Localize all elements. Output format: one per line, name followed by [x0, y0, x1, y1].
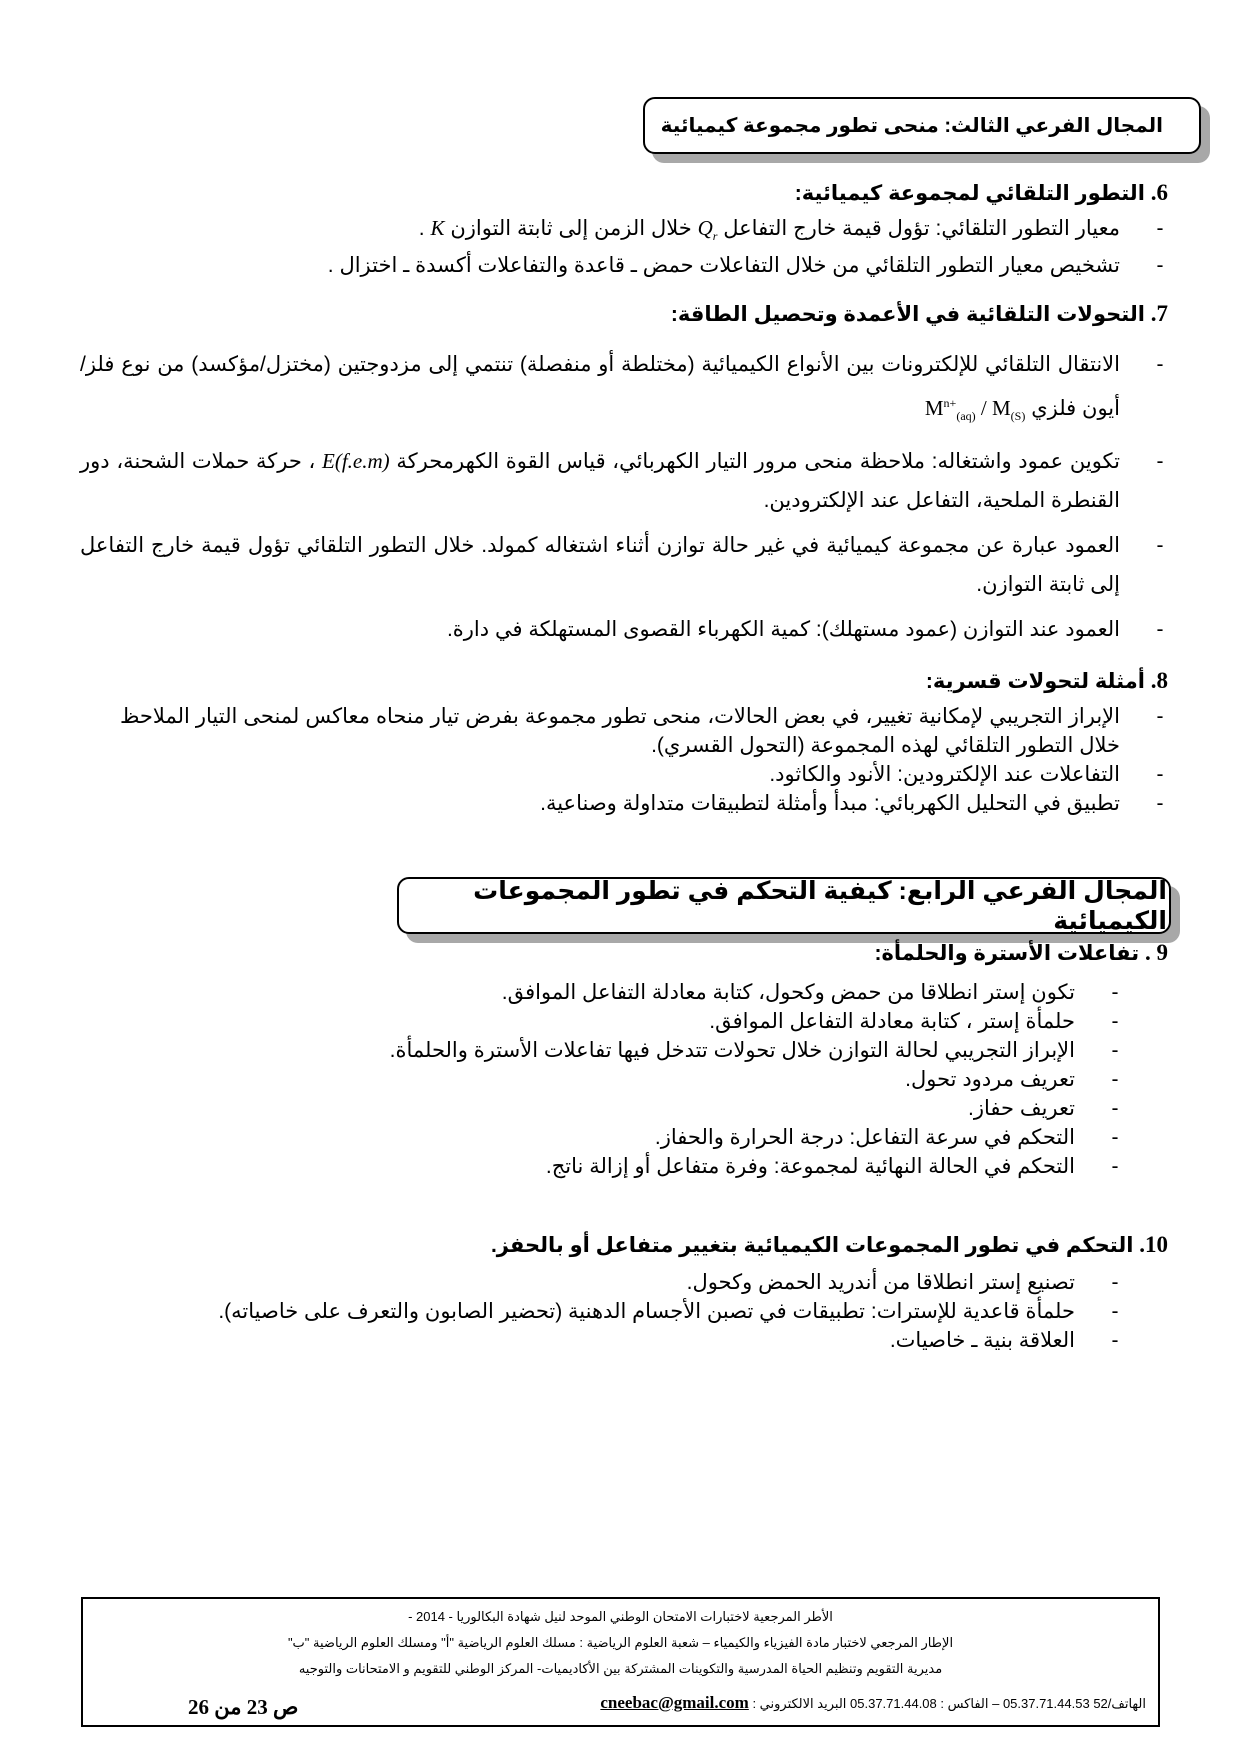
section-7-title: [671, 301, 1168, 327]
footer-line-1: الأطر المرجعية لاختبارات الامتحان الوطني الموحد لنيل شهادة البكالوريا - 2014 -: [408, 1609, 833, 1624]
list-item: - الإبراز التجريبي لإمكانية تغيير، في بعض الحالات، منحى تطور مجموعة بفرض تيار منحاه معاكس لمنحى التيار الملاحظ خلال التطور التلقائي لهذه المجموعة (التحول القسري).: [120, 705, 1164, 757]
qr-symbol: $Q_r$: [697, 216, 718, 244]
list-item: - التفاعلات عند الإلكترودين: الأنود والكاثود.: [769, 763, 1164, 786]
section-heading-text: التحولات التلقائية في الأعمدة وتحصيل الطاقة:: [670, 303, 1145, 326]
list-item: - حلمأة إستر ، كتابة معادلة التفاعل الموافق.: [709, 1010, 1119, 1033]
section-10-list: [75, 1268, 1119, 1355]
list-item: - تكوين عمود واشتغاله: ملاحظة منحى مرور التيار الكهربائي، قياس القوة الكهرمحركة E(f.e.m) ، حركة حملات الشحنة، دور القنطرة الملحية، التفاعل عند الإلكترودين.: [80, 449, 1164, 513]
section-number: 8.: [1150, 668, 1168, 693]
list-item: - التحكم في سرعة التفاعل: درجة الحرارة والحفاز.: [654, 1126, 1119, 1149]
list-item: - حلمأة قاعدية للإسترات: تطبيقات في تصبن الأجسام الدهنية (تحضير الصابون والتعرف على خاصياته).: [218, 1300, 1119, 1323]
footer-email[interactable]: cneebac@gmail.com: [600, 1693, 749, 1712]
metal-couple-formula: $M^{n+}_{(aq)} / M_{(S)}$: [924, 396, 1026, 424]
section-heading-text: التطور التلقائي لمجموعة كيميائية:: [794, 182, 1145, 205]
domain-3-title: المجال الفرعي الثالث: منحى تطور مجموعة كيميائية: [660, 115, 1163, 137]
list-item: - العمود عند التوازن (عمود مستهلك): كمية الكهرباء القصوى المستهلكة في دارة.: [446, 618, 1164, 642]
section-6-title: [795, 180, 1168, 206]
emf-symbol: E(f.e.m): [322, 449, 390, 474]
domain-3-heading: [643, 97, 1201, 154]
list-item: - تشخيص معيار التطور التلقائي من خلال التفاعلات حمض ـ قاعدة والتفاعلات أكسدة ـ اختزال .: [327, 254, 1164, 278]
footer-contact: الهاتف/52 05.37.71.44.53 – الفاكس : 05.37.71.44.08 البريد الالكتروني : cneebac@gmail.com: [600, 1693, 1146, 1712]
section-number: 7.: [1150, 301, 1168, 326]
page-footer: [81, 1597, 1160, 1727]
list-item: - تعريف حفاز.: [968, 1097, 1119, 1120]
section-number: 9 .: [1145, 940, 1168, 965]
list-item: - الانتقال التلقائي للإلكترونات بين الأنواع الكيميائية (مختلطة أو منفصلة) تنتمي إلى مزدوجتين (مختزل/مؤكسد) من نوع فلز/أيون فلزي $M^{n+}_{(aq)} / M_{(S)}$: [80, 353, 1164, 424]
domain-4-title: المجال الفرعي الرابع: كيفية التحكم في تطور المجموعات الكيميائية: [473, 876, 1167, 935]
list-item: - تصنيع إستر انطلاقا من أندريد الحمض وكحول.: [686, 1271, 1119, 1294]
section-8-list: [120, 702, 1164, 818]
section-heading-text: تفاعلات الأسترة والحلمأة:: [874, 942, 1140, 965]
section-10-title: [491, 1232, 1168, 1258]
section-7-list: [80, 345, 1164, 655]
list-item: - الإبراز التجريبي لحالة التوازن خلال تحولات تتدخل فيها تفاعلات الأسترة والحلمأة.: [389, 1039, 1119, 1062]
domain-4-heading: [397, 877, 1171, 934]
list-item: - العلاقة بنية ـ خاصيات.: [889, 1329, 1119, 1352]
section-6-list: [120, 214, 1164, 280]
list-item: - العمود عبارة عن مجموعة كيميائية في غير حالة توازن أثناء اشتغاله كمولد. خلال التطور التلقائي تؤول قيمة خارج التفاعل إلى ثابتة التوازن.: [80, 534, 1164, 597]
page-number: ص 23 من 26: [188, 1695, 299, 1719]
footer-line-2: الإطار المرجعي لاختبار مادة الفيزياء والكيمياء – شعبة العلوم الرياضية : مسلك العلوم الرياضية "أ" ومسلك العلوم الرياضية "ب": [287, 1635, 954, 1650]
list-item: - التحكم في الحالة النهائية لمجموعة: وفرة متفاعل أو إزالة ناتج.: [545, 1155, 1119, 1178]
section-number: 6.: [1150, 180, 1168, 205]
section-number: 10.: [1139, 1232, 1168, 1257]
list-item: - تعريف مردود تحول.: [905, 1068, 1119, 1091]
section-heading-text: أمثلة لتحولات قسرية:: [925, 670, 1145, 693]
list-item: - معيار التطور التلقائي: تؤول قيمة خارج التفاعل $Q_r$ خلال الزمن إلى ثابتة التوازن K .: [418, 216, 1164, 244]
footer-line-3: مديرية التقويم وتنظيم الحياة المدرسية والتكوينات المشتركة بين الأكاديميات- المركز الوطني للتقويم و الامتحانات والتوجيه: [298, 1661, 943, 1676]
list-item: - تكون إستر انطلاقا من حمض وكحول، كتابة معادلة التفاعل الموافق.: [501, 981, 1119, 1004]
section-8-title: [926, 668, 1168, 694]
section-9-title: [874, 940, 1168, 966]
section-heading-text: التحكم في تطور المجموعات الكيميائية بتغيير متفاعل أو بالحفز.: [490, 1234, 1134, 1257]
list-item: - تطبيق في التحليل الكهربائي: مبدأ وأمثلة لتطبيقات متداولة وصناعية.: [540, 792, 1164, 815]
section-9-list: [125, 978, 1119, 1181]
k-symbol: K: [430, 216, 445, 240]
